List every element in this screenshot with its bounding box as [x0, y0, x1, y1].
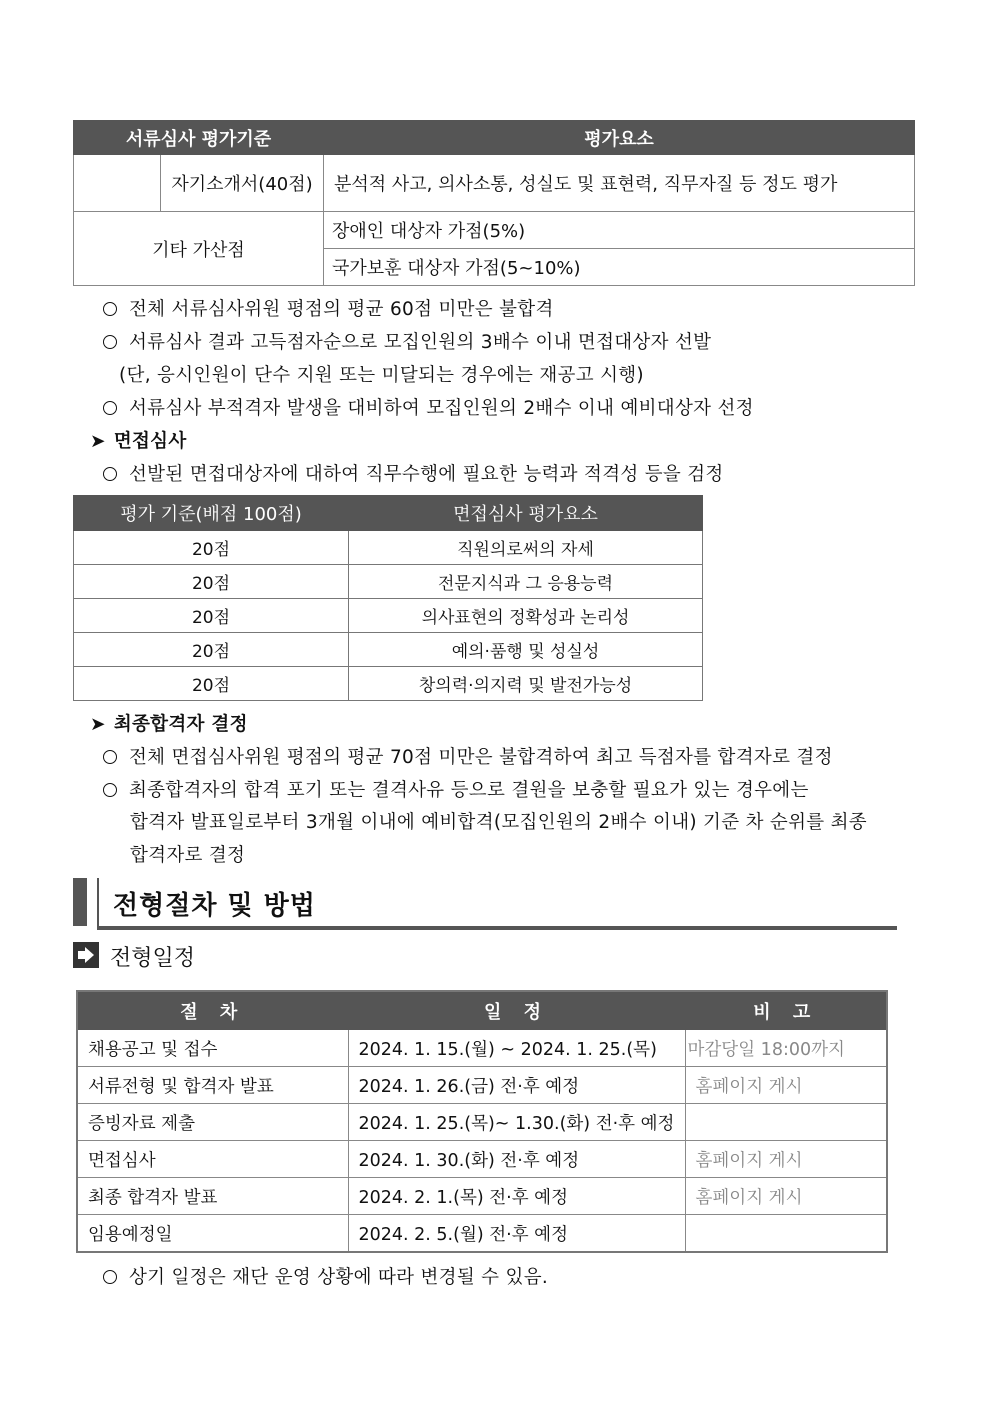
section-title: 전형절차 및 방법 — [113, 891, 316, 921]
interview-heading: ➤ 면접심사 — [90, 431, 187, 452]
extra-points-disabled: 장애인 대상자 가점(5%) — [324, 212, 915, 249]
circle-bullet-icon — [103, 467, 117, 481]
note-cell: 홈페이지 게시 — [685, 1067, 887, 1104]
table-row — [77, 1178, 887, 1215]
score-cell: 20점 — [74, 667, 349, 701]
item-cell: 예의·품행 및 성실성 — [349, 633, 703, 667]
final-note-2: 최종합격자의 합격 포기 또는 결격사유 등으로 결원을 보충할 필요가 있는 경우에는 — [103, 776, 809, 802]
doc-note-4: 서류심사 부적격자 발생을 대비하여 모집인원의 2배수 이내 예비대상자 선정 — [103, 394, 754, 420]
table-row — [77, 1104, 887, 1141]
score-cell: 20점 — [74, 599, 349, 633]
table-row — [74, 633, 703, 667]
date-cell: 2024. 2. 1.(목) 전·후 예정 — [348, 1178, 685, 1215]
note-cell: 마감당일 18:00까지 — [685, 1030, 887, 1067]
step-cell: 증빙자료 제출 — [77, 1104, 348, 1141]
note-cell — [685, 1215, 887, 1253]
score-cell: 20점 — [74, 531, 349, 565]
arrow-bullet-icon: ➤ — [90, 431, 106, 452]
schedule-header-date: 일 정 — [348, 991, 685, 1030]
step-cell: 서류전형 및 합격자 발표 — [77, 1067, 348, 1104]
final-note-2-end: 합격자로 결정 — [130, 845, 246, 866]
arrow-bullet-icon: ➤ — [90, 714, 106, 735]
subsection-title: 전형일정 — [110, 946, 196, 971]
doc-criteria-row1-label: 자기소개서(40점) — [161, 155, 324, 212]
schedule-footnote: 상기 일정은 재단 운영 상황에 따라 변경될 수 있음. — [103, 1263, 548, 1289]
doc-note-2: 서류심사 결과 고득점자순으로 모집인원의 3배수 이내 면접대상자 선발 — [103, 328, 711, 354]
section-divider — [97, 878, 99, 928]
circle-bullet-icon — [103, 750, 117, 764]
note-cell: 홈페이지 게시 — [685, 1141, 887, 1178]
item-cell: 전문지식과 그 응용능력 — [349, 565, 703, 599]
final-heading: ➤ 최종합격자 결정 — [90, 714, 248, 735]
date-cell: 2024. 2. 5.(월) 전·후 예정 — [348, 1215, 685, 1253]
table-row — [77, 1030, 887, 1067]
doc-criteria-row1-value: 분석적 사고, 의사소통, 성실도 및 표현력, 직무자질 등 정도 평가 — [324, 155, 915, 212]
interview-header-right: 면접심사 평가요소 — [349, 496, 703, 531]
circle-bullet-icon — [103, 1270, 117, 1284]
doc-criteria-table — [73, 120, 915, 286]
item-cell: 의사표현의 정확성과 논리성 — [349, 599, 703, 633]
doc-note-1: 전체 서류심사위원 평점의 평균 60점 미만은 불합격 — [103, 295, 554, 321]
item-cell: 직원의로써의 자세 — [349, 531, 703, 565]
table-row — [74, 599, 703, 633]
circle-bullet-icon — [103, 302, 117, 316]
table-row — [74, 565, 703, 599]
extra-points-label: 기타 가산점 — [74, 212, 324, 286]
arrow-box-icon — [73, 942, 99, 968]
interview-note: 선발된 면접대상자에 대하여 직무수행에 필요한 능력과 적격성 등을 검정 — [103, 460, 724, 486]
doc-criteria-empty-cell — [74, 155, 161, 212]
schedule-table — [76, 990, 888, 1253]
table-row — [77, 1141, 887, 1178]
step-cell: 면접심사 — [77, 1141, 348, 1178]
date-cell: 2024. 1. 25.(목)~ 1.30.(화) 전·후 예정 — [348, 1104, 685, 1141]
table-row — [74, 531, 703, 565]
score-cell: 20점 — [74, 633, 349, 667]
item-cell: 창의력·의지력 및 발전가능성 — [349, 667, 703, 701]
step-cell: 임용예정일 — [77, 1215, 348, 1253]
date-cell: 2024. 1. 26.(금) 전·후 예정 — [348, 1067, 685, 1104]
circle-bullet-icon — [103, 335, 117, 349]
score-cell: 20점 — [74, 565, 349, 599]
interview-criteria-table — [73, 495, 703, 701]
final-note-2-cont: 합격자 발표일로부터 3개월 이내에 예비합격(모집인원의 2배수 이내) 기준 차 순위를 최종 — [130, 812, 867, 833]
table-row — [74, 667, 703, 701]
date-cell: 2024. 1. 30.(화) 전·후 예정 — [348, 1141, 685, 1178]
doc-criteria-header-left: 서류심사 평가기준 — [74, 121, 324, 155]
schedule-header-note: 비 고 — [685, 991, 887, 1030]
step-cell: 채용공고 및 접수 — [77, 1030, 348, 1067]
note-cell: 홈페이지 게시 — [685, 1178, 887, 1215]
schedule-header-step: 절 차 — [77, 991, 348, 1030]
doc-criteria-header-right: 평가요소 — [324, 121, 915, 155]
section-underline — [97, 926, 897, 930]
date-cell: 2024. 1. 15.(월) ~ 2024. 1. 25.(목) — [348, 1030, 685, 1067]
note-cell — [685, 1104, 887, 1141]
interview-header-left: 평가 기준(배점 100점) — [74, 496, 349, 531]
table-row — [77, 1215, 887, 1253]
circle-bullet-icon — [103, 783, 117, 797]
extra-points-veterans: 국가보훈 대상자 가점(5~10%) — [324, 249, 915, 286]
circle-bullet-icon — [103, 401, 117, 415]
table-row — [77, 1067, 887, 1104]
section-bar-decoration — [73, 878, 87, 926]
step-cell: 최종 합격자 발표 — [77, 1178, 348, 1215]
final-note-1: 전체 면접심사위원 평점의 평균 70점 미만은 불합격하여 최고 득점자를 합격자로 결정 — [103, 743, 833, 769]
doc-note-3: (단, 응시인원이 단수 지원 또는 미달되는 경우에는 재공고 시행) — [119, 365, 644, 386]
